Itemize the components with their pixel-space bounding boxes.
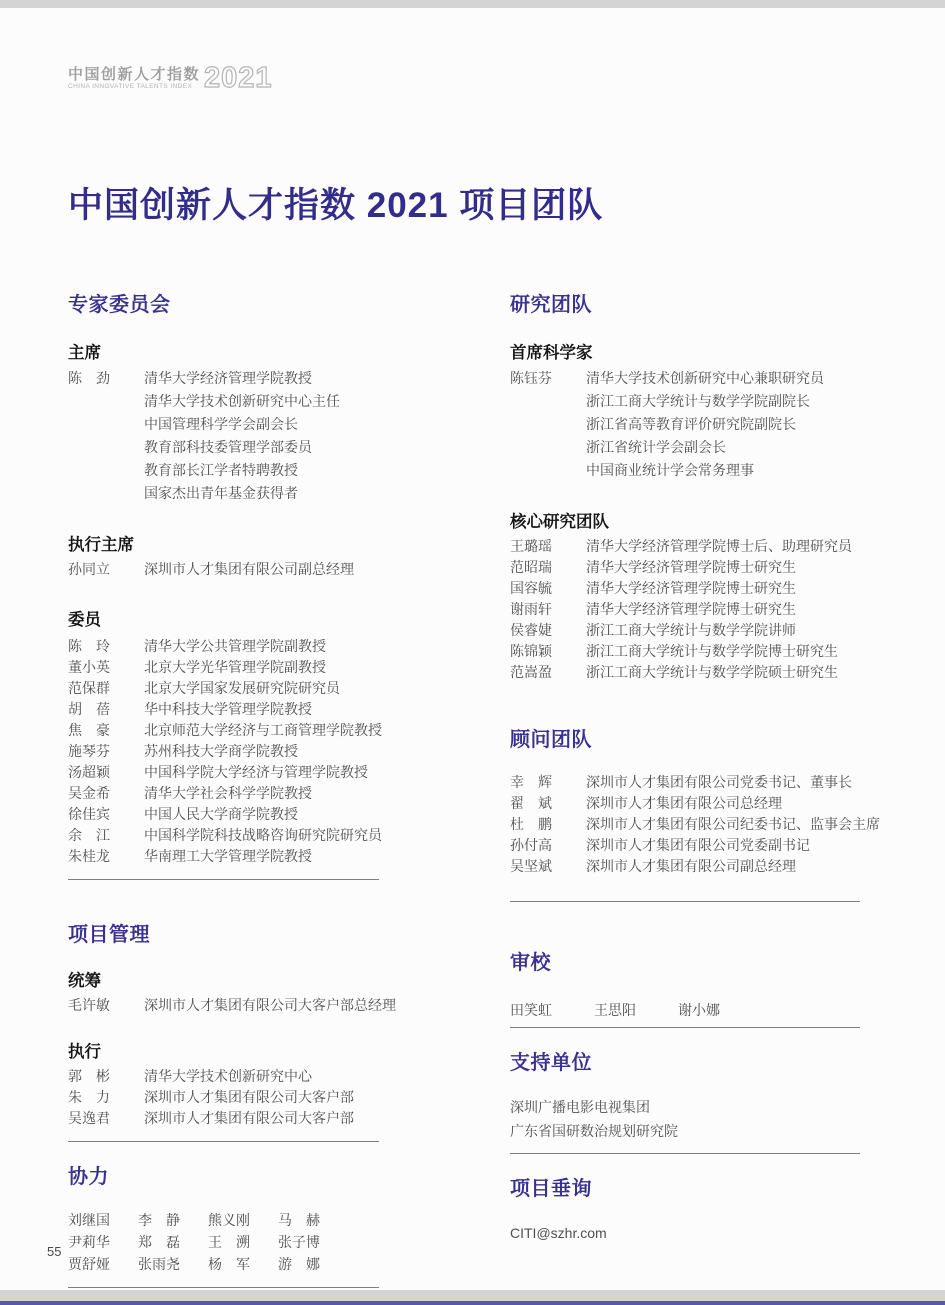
core-team-row: [510, 536, 888, 557]
brand-logo: [68, 62, 888, 94]
person-title: 深圳市人才集团有限公司副总经理: [144, 561, 354, 577]
coordination-label: 统筹: [68, 972, 101, 990]
person-title: 清华大学经济管理学院博士后、助理研究员: [586, 538, 852, 554]
advisory-row: [510, 772, 888, 793]
logo-title-zh: 中国创新人才指数: [68, 66, 201, 83]
person-name: 范嵩盈: [510, 664, 552, 680]
logo-title-en: CHINA INNOVATIVE TALENTS INDEX: [68, 83, 193, 90]
person-title: 深圳市人才集团有限公司大客户部: [144, 1110, 354, 1126]
member-row: [68, 783, 448, 804]
chief-scientist-row: [510, 367, 888, 482]
person-title: 中国商业统计学会常务理事: [586, 462, 754, 478]
person-name: 王璐瑶: [510, 538, 552, 554]
person-title: 深圳市人才集团有限公司大客户部总经理: [144, 997, 396, 1013]
left-column: [68, 288, 448, 1288]
supporting-units-list: [510, 1095, 888, 1143]
person-title: 中国管理科学学会副会长: [144, 416, 298, 432]
advisory-row: [510, 793, 888, 814]
person-name: 郑 磊: [138, 1234, 180, 1250]
person-name: 熊义刚: [208, 1212, 250, 1228]
person-title: 清华大学经济管理学院博士研究生: [586, 559, 796, 575]
inquiry-heading: 项目垂询: [510, 1178, 592, 1200]
right-column: [510, 288, 888, 1288]
supporting-units-heading: 支持单位: [510, 1052, 592, 1074]
person-title: 浙江工商大学统计与数学学院硕士研究生: [586, 664, 838, 680]
person-title: 深圳市人才集团有限公司纪委书记、监事会主席: [586, 816, 880, 832]
member-row: [68, 720, 448, 741]
advisory-row: [510, 814, 888, 835]
section-advisory-team: [510, 723, 888, 902]
person-name: 孙付高: [510, 837, 552, 853]
assistance-row: [68, 1231, 448, 1253]
inquiry-email: CITI@szhr.com: [510, 1225, 607, 1241]
person-title: 清华大学经济管理学院教授: [144, 370, 312, 386]
supporting-unit: 广东省国研数治规划研究院: [510, 1123, 678, 1139]
core-team-row: [510, 662, 888, 683]
person-title: 深圳市人才集团有限公司总经理: [586, 795, 782, 811]
person-name: 陈钰芬: [510, 370, 552, 386]
person-title: 中国人民大学商学院教授: [144, 806, 298, 822]
member-row: [68, 762, 448, 783]
section-expert-committee: [68, 288, 448, 880]
page-number: 55: [47, 1244, 62, 1259]
person-title: 深圳市人才集团有限公司大客户部: [144, 1089, 354, 1105]
brand-logo-text: [68, 66, 200, 90]
review-names: [510, 999, 888, 1021]
section-divider: [510, 1027, 860, 1028]
advisory-row: [510, 856, 888, 877]
person-name: 范保群: [68, 680, 110, 696]
person-name: 吴金希: [68, 785, 110, 801]
person-title: 清华大学技术创新研究中心: [144, 1068, 312, 1084]
core-team-row: [510, 641, 888, 662]
person-name: 徐佳宾: [68, 806, 110, 822]
person-title: 华中科技大学管理学院教授: [144, 701, 312, 717]
person-name: 王思阳: [594, 1002, 636, 1018]
advisory-list: [510, 772, 888, 877]
person-name: 张子博: [278, 1234, 320, 1250]
core-team-row: [510, 578, 888, 599]
assistance-row: [68, 1209, 448, 1231]
section-supporting-units: [510, 1046, 888, 1154]
person-name: 国容毓: [510, 580, 552, 596]
person-name: 范昭瑞: [510, 559, 552, 575]
core-team-row: [510, 620, 888, 641]
person-name: 贾舒娅: [68, 1256, 110, 1272]
person-title: 深圳市人才集团有限公司党委书记、董事长: [586, 774, 852, 790]
members-label: 委员: [68, 611, 101, 629]
project-management-heading: 项目管理: [68, 924, 150, 946]
section-project-management: [68, 918, 448, 1142]
person-title: 清华大学公共管理学院副教授: [144, 638, 326, 654]
core-team-row: [510, 599, 888, 620]
chair-label: 主席: [68, 344, 101, 362]
section-divider: [68, 1141, 379, 1142]
person-title: 清华大学社会科学学院教授: [144, 785, 312, 801]
person-name: 朱桂龙: [68, 848, 110, 864]
person-name: 游 娜: [278, 1256, 320, 1272]
person-title: 清华大学经济管理学院博士研究生: [586, 601, 796, 617]
person-name: 孙同立: [68, 561, 110, 577]
bottom-edge-strip: [0, 1290, 945, 1301]
person-name: 尹莉华: [68, 1234, 110, 1250]
person-name: 汤超颖: [68, 764, 110, 780]
member-row: [68, 846, 448, 867]
two-column-layout: [68, 288, 888, 1288]
section-inquiry: [510, 1172, 888, 1241]
person-name: 胡 蓓: [68, 701, 110, 717]
person-title: 深圳市人才集团有限公司副总经理: [586, 858, 796, 874]
member-row: [68, 741, 448, 762]
exec-chair-row: [68, 559, 448, 580]
member-row: [68, 636, 448, 657]
execution-row: [68, 1108, 448, 1129]
section-divider: [510, 901, 860, 902]
core-team-label: 核心研究团队: [510, 513, 609, 531]
member-row: [68, 825, 448, 846]
person-name: 陈 玲: [68, 638, 110, 654]
member-row: [68, 699, 448, 720]
page-content: [68, 8, 888, 1288]
person-title: 浙江工商大学统计与数学学院博士研究生: [586, 643, 838, 659]
person-name: 杨 军: [208, 1256, 250, 1272]
section-assistance: [68, 1160, 448, 1288]
person-title: 北京师范大学经济与工商管理学院教授: [144, 722, 382, 738]
person-title: 北京大学光华管理学院副教授: [144, 659, 326, 675]
person-name: 焦 豪: [68, 722, 110, 738]
chair-row: [68, 367, 448, 505]
member-row: [68, 678, 448, 699]
person-name: 施琴芬: [68, 743, 110, 759]
section-research-team: [510, 288, 888, 683]
research-team-heading: 研究团队: [510, 294, 592, 316]
person-title: 北京大学国家发展研究院研究员: [144, 680, 340, 696]
person-title: 浙江工商大学统计与数学学院副院长: [586, 393, 810, 409]
execution-row: [68, 1066, 448, 1087]
person-title: 浙江工商大学统计与数学学院讲师: [586, 622, 796, 638]
person-name: 杜 鹏: [510, 816, 552, 832]
person-name: 毛许敏: [68, 997, 110, 1013]
person-name: 张雨尧: [138, 1256, 180, 1272]
advisory-row: [510, 835, 888, 856]
section-divider: [510, 1153, 860, 1154]
person-title: 深圳市人才集团有限公司党委副书记: [586, 837, 810, 853]
person-name: 董小英: [68, 659, 110, 675]
person-name: 翟 斌: [510, 795, 552, 811]
core-team-list: [510, 536, 888, 683]
person-name: 陈锦颖: [510, 643, 552, 659]
bottom-accent-bar: [0, 1301, 945, 1305]
person-title: 清华大学技术创新研究中心主任: [144, 393, 340, 409]
person-name: 李 静: [138, 1212, 180, 1228]
person-name: 侯睿婕: [510, 622, 552, 638]
person-title: 浙江省统计学会副会长: [586, 439, 726, 455]
person-title: 苏州科技大学商学院教授: [144, 743, 298, 759]
person-title: 浙江省高等教育评价研究院副院长: [586, 416, 796, 432]
execution-list: [68, 1066, 448, 1129]
person-name: 吴坚斌: [510, 858, 552, 874]
person-title: 教育部长江学者特聘教授: [144, 462, 298, 478]
person-name: 马 赫: [278, 1212, 320, 1228]
section-review: [510, 946, 888, 1028]
core-team-row: [510, 557, 888, 578]
person-name: 幸 辉: [510, 774, 552, 790]
expert-committee-heading: 专家委员会: [68, 294, 171, 316]
member-row: [68, 804, 448, 825]
person-title: 清华大学技术创新研究中心兼职研究员: [586, 370, 824, 386]
assistance-heading: 协力: [68, 1166, 109, 1188]
person-name: 王 溯: [208, 1234, 250, 1250]
chief-scientist-label: 首席科学家: [510, 344, 593, 362]
person-title: 教育部科技委管理学部委员: [144, 439, 312, 455]
logo-year: 2021: [204, 62, 273, 94]
person-title: 国家杰出青年基金获得者: [144, 485, 298, 501]
person-name: 田笑虹: [510, 1002, 552, 1018]
execution-row: [68, 1087, 448, 1108]
section-divider: [68, 1287, 379, 1288]
person-title: 华南理工大学管理学院教授: [144, 848, 312, 864]
coordination-row: [68, 995, 448, 1016]
members-list: [68, 636, 448, 867]
top-edge-strip: [0, 0, 945, 8]
person-name: 谢雨轩: [510, 601, 552, 617]
assistance-row: [68, 1253, 448, 1275]
person-titles: [144, 367, 340, 505]
person-name: 谢小娜: [678, 1002, 720, 1018]
section-divider: [68, 879, 379, 880]
member-row: [68, 657, 448, 678]
person-name: 朱 力: [68, 1089, 110, 1105]
person-name: 吴逸君: [68, 1110, 110, 1126]
person-name: 余 江: [68, 827, 110, 843]
person-name: 刘继国: [68, 1212, 110, 1228]
person-title: 中国科学院大学经济与管理学院教授: [144, 764, 368, 780]
exec-chair-label: 执行主席: [68, 536, 134, 554]
person-titles: [586, 367, 824, 482]
advisory-team-heading: 顾问团队: [510, 729, 592, 751]
person-name: 陈 劲: [68, 370, 110, 386]
person-name: 郭 彬: [68, 1068, 110, 1084]
execution-label: 执行: [68, 1043, 101, 1061]
person-title: 中国科学院科技战略咨询研究院研究员: [144, 827, 382, 843]
review-heading: 审校: [510, 952, 551, 974]
supporting-unit: 深圳广播电影电视集团: [510, 1099, 650, 1115]
person-title: 清华大学经济管理学院博士研究生: [586, 580, 796, 596]
page-title: 中国创新人才指数 2021 项目团队: [68, 186, 604, 225]
